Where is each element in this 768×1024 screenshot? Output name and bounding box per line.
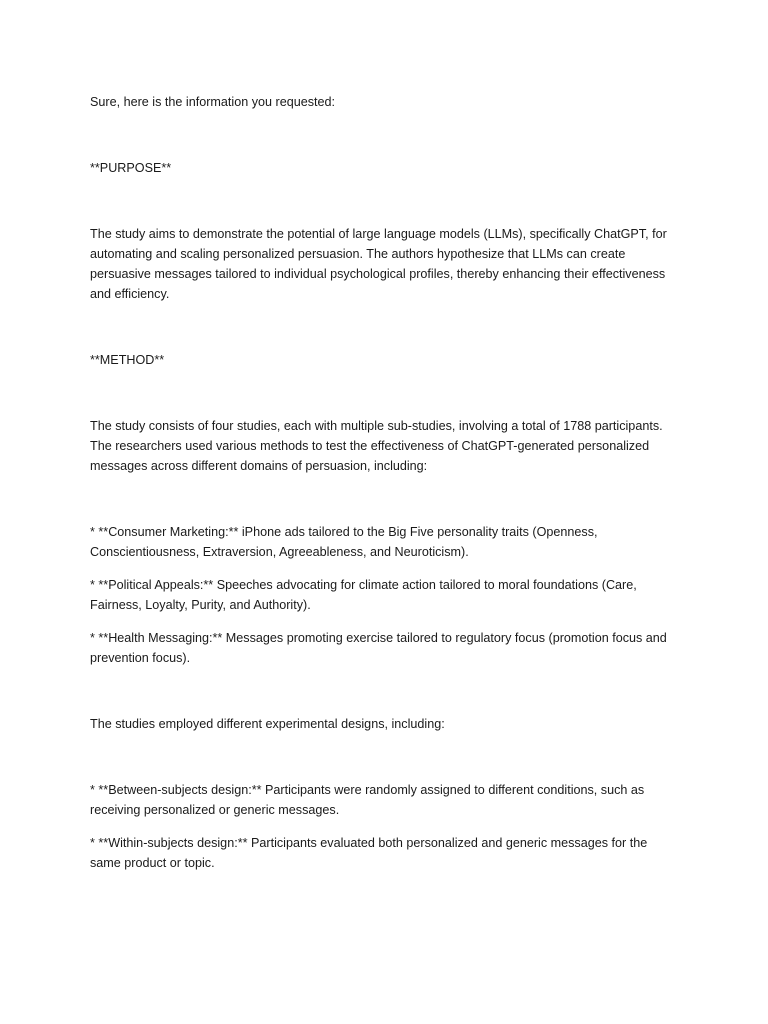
method-heading: **METHOD** <box>90 353 165 367</box>
domain-bullet-consumer-marketing: * **Consumer Marketing:** iPhone ads tailored to the Big Five personality traits (Openness, Conscientiousness, Extraversion, Agreeableness, and Neuroticism). <box>90 525 598 559</box>
method-paragraph: The study consists of four studies, each with multiple sub-studies, involving a total of 1788 participants. The researchers used various methods to test the effectiveness of ChatGPT-generated personalized messages across different domains of persuasion, including: <box>90 419 663 473</box>
domain-bullet-political-appeals: * **Political Appeals:** Speeches advocating for climate action tailored to moral foundations (Care, Fairness, Loyalty, Purity, and Authority). <box>90 578 637 612</box>
intro-text: Sure, here is the information you requested: <box>90 95 336 109</box>
document-page <box>90 92 680 886</box>
purpose-paragraph: The study aims to demonstrate the potential of large language models (LLMs), specifically ChatGPT, for automating and scaling personalized persuasion. The authors hypothesize that LLMs can create persuasive messages tailored to individual psychological profiles, thereby enhancing their effectiveness and efficiency. <box>90 227 667 301</box>
design-bullet-between-subjects: * **Between-subjects design:** Participants were randomly assigned to different conditions, such as receiving personalized or generic messages. <box>90 783 645 817</box>
purpose-heading: **PURPOSE** <box>90 161 172 175</box>
design-bullet-within-subjects: * **Within-subjects design:** Participants evaluated both personalized and generic messages for the same product or topic. <box>90 836 648 870</box>
designs-intro-paragraph: The studies employed different experimental designs, including: <box>90 717 445 731</box>
domain-bullet-health-messaging: * **Health Messaging:** Messages promoting exercise tailored to regulatory focus (promotion focus and prevention focus). <box>90 631 667 665</box>
